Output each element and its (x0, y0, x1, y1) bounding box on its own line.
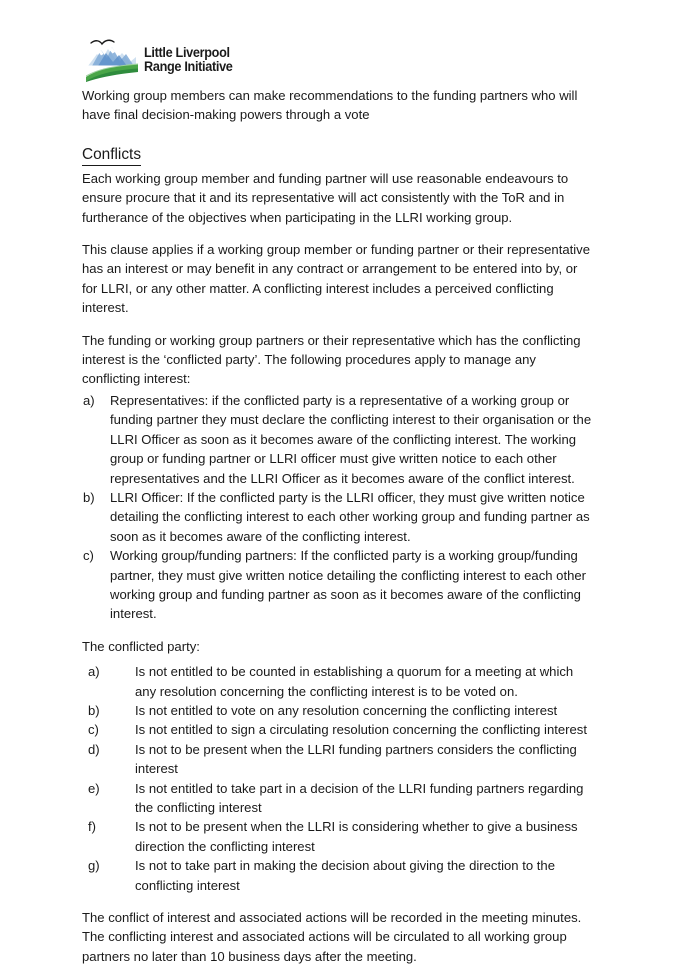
document-header (86, 33, 386, 85)
logo-wordmark (144, 44, 238, 74)
procedures-list (82, 391, 594, 624)
list-item-text: Is not to be present when the LLRI is considering whether to give a business direction the conflicting interest (135, 819, 578, 854)
list-item (82, 817, 594, 856)
list-item (82, 488, 594, 546)
list-item (82, 720, 594, 739)
paragraph-endeavours: Each working group member and funding partner will use reasonable endeavours to ensure procure that it and its representative will act consistently with the ToR and in furtherance of the objectives when participating in the LLRI working group. (82, 170, 569, 225)
logo-text-line2: Range Initiative (144, 59, 233, 74)
conflicted-party-lead: The conflicted party: (82, 638, 200, 654)
llri-logo-icon (86, 36, 138, 82)
list-item-text: Is not entitled to take part in a decision of the LLRI funding partners regarding the conflicting interest (135, 780, 584, 815)
list-item-text: Is not entitled to be counted in establishing a quorum for a meeting at which any resolution concerning the conflicting interest is to be voted on. (135, 664, 574, 699)
logo-text-line1: Little Liverpool (144, 45, 230, 61)
paragraph-conflicted-party-definition: The funding or working group partners or their representative which has the conflicting interest is the ‘conflicted party’. The following procedures apply to manage any conflicting interest: (82, 332, 581, 387)
list-marker: e) (88, 780, 100, 796)
section-heading-conflicts: Conflicts (82, 144, 141, 166)
list-marker: b) (88, 702, 100, 718)
list-item-text: Is not entitled to sign a circulating resolution concerning the conflicting interest (135, 722, 587, 738)
restrictions-list (82, 662, 594, 895)
list-item-text: LLRI Officer: If the conflicted party is the LLRI officer, they must give written notice detailing the conflicting interest to each other working group and funding partner as soon as it becomes aware of the conflicting interest. (110, 489, 590, 544)
list-marker: c) (88, 722, 99, 738)
list-item-text: Is not to take part in making the decision about giving the direction to the conflicting interest (135, 858, 555, 893)
list-item-text: Representatives: if the conflicted party is a representative of a working group or funding partner they must declare the conflicting interest to their organisation or the LLRI Officer as soon as it becomes aware of the conflicting interest. The working group or funding partner or LLRI officer must give written notice to each other representatives and the LLRI Officer as it becomes aware of the conflict interest. (110, 392, 592, 486)
list-item (82, 662, 594, 701)
list-marker: b) (83, 489, 95, 505)
list-marker: a) (88, 664, 100, 680)
list-item (82, 391, 594, 488)
list-item (82, 546, 594, 624)
closing-paragraph: The conflict of interest and associated actions will be recorded in the meeting minutes. The conflicting interest and associated actions will be circulated to all working group partners no later than 10 business days after the meeting. (82, 910, 582, 964)
list-item (82, 779, 594, 818)
list-item (82, 701, 594, 720)
paragraph-clause-applies: This clause applies if a working group member or funding partner or their representative has an interest or may benefit in any contract or arrangement to be entered into by, or for LLRI, or any other matter. A conflicting interest includes a perceived conflicting interest. (82, 242, 591, 316)
list-item-text: Is not to be present when the LLRI funding partners considers the conflicting interest (135, 741, 577, 777)
section-heading-wrap (82, 138, 594, 167)
list-marker: c) (83, 548, 94, 564)
intro-paragraph: Working group members can make recommendations to the funding partners who will have final decision-making powers through a vote (82, 88, 578, 123)
list-item (82, 740, 594, 779)
list-marker: f) (88, 819, 96, 835)
list-item-text: Working group/funding partners: If the conflicted party is a working group/funding partner, they must give written notice detailing the conflicting interest to each other working group and funding partner as soon as it becomes aware of the conflicting interest. (110, 548, 587, 622)
list-marker: d) (88, 741, 100, 757)
list-item (82, 856, 594, 895)
list-item-text: Is not entitled to vote on any resolution concerning the conflicting interest (135, 702, 558, 718)
document-body (82, 86, 594, 979)
list-marker: g) (88, 858, 100, 874)
list-marker: a) (83, 392, 95, 408)
